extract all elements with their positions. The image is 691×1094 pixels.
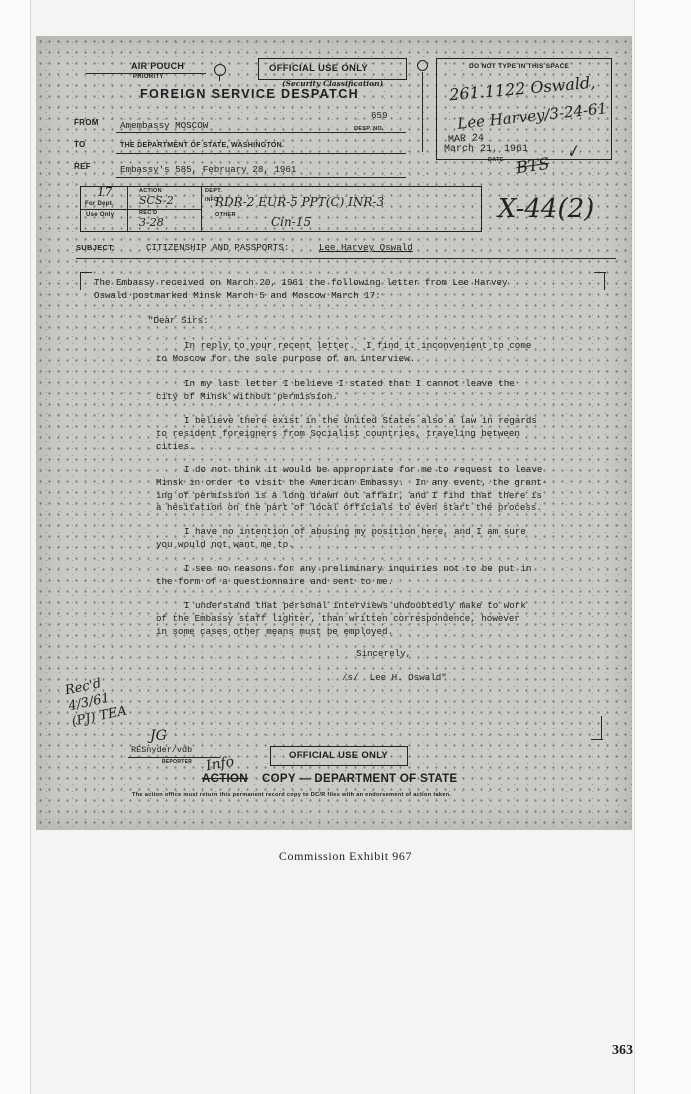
routing-box <box>80 186 482 232</box>
despatch-title: FOREIGN SERVICE DESPATCH <box>140 87 360 101</box>
priority-label: PRIORITY <box>133 74 164 80</box>
letter-paragraph-2: In my last letter I believe I stated that I cannot leave the city of Minsk without permission. <box>156 378 515 402</box>
handwritten-info: Info <box>204 753 236 775</box>
date-label: DATE <box>488 157 504 163</box>
for-dept-label: For Dept. <box>85 201 115 207</box>
letter-paragraph-3: I believe there exist in the United States also a law in regards to resident foreigners from Socialist countries, traveling between cities. <box>156 415 537 452</box>
hole-punch-right <box>417 60 428 71</box>
ref-value: Embassy's 585, February 28, 1961 <box>120 164 297 175</box>
bracket-top-left-h <box>80 272 92 273</box>
to-value: THE DEPARTMENT OF STATE, WASHINGTON. <box>120 142 285 149</box>
subject-label: SUBJECT: <box>76 243 116 252</box>
desp-no-value: 659 <box>371 110 388 121</box>
other-label: OTHER <box>215 212 236 218</box>
date-stamp: MAR 24 <box>447 133 485 146</box>
routing-num: 17 <box>97 185 113 199</box>
letter-paragraph-1: In reply to your recent letter. I find it inconvenient to come to Moscow for the sole purpose of an interview. <box>156 340 532 364</box>
action-label: ACTION <box>139 188 162 194</box>
action-copy-struck: ACTION <box>202 773 248 785</box>
official-use-box-bottom <box>270 746 408 766</box>
routing-side-letters: INFO <box>205 197 219 203</box>
security-classification: (Security Classification) <box>282 79 384 88</box>
official-use-box-top <box>258 58 407 80</box>
dept-value: RDR-2 EUR-5 PPT(C) INR-3 <box>215 195 385 209</box>
letter-intro: The Embassy received on March 20, 1961 the following letter from Lee Harvey Oswald postmarked Minsk March 5 and Moscow March 17: <box>94 277 508 301</box>
page-edge-right <box>634 0 691 1094</box>
other-value: Cin-15 <box>271 215 312 229</box>
action-value: SCS-2 <box>139 194 174 207</box>
hole-punch-stem <box>219 76 220 81</box>
from-rule <box>116 132 406 133</box>
bracket-top-left <box>80 272 81 290</box>
subject-rule <box>76 258 616 259</box>
dept-label: DEPT. <box>205 188 223 194</box>
from-label: FROM <box>74 118 99 127</box>
letter-paragraph-7: I understand that personal interviews undoubtedly make to work of the Embassy staff lighter, than written correspondence, however in some cases other means must be employed. <box>156 600 526 637</box>
ref-rule <box>116 177 406 178</box>
use-only-label: Use Only <box>86 212 115 218</box>
date-value: March 21, 1961 <box>444 144 529 155</box>
from-value: Amembassy MOSCOW <box>120 120 209 131</box>
action-notice: The action office must return this permanent record copy to DC/R files with an endorsement of action taken. <box>132 792 452 798</box>
letter-salutation: "Dear Sirs: <box>148 315 209 326</box>
handwritten-name: Lee Harvey/3-24-61 <box>456 99 608 133</box>
routing-divider-2 <box>201 187 202 231</box>
bracket-bottom-right <box>601 716 602 740</box>
vertical-margin-rule <box>422 72 423 152</box>
despatch-document <box>36 36 632 830</box>
official-use-top: OFFICIAL USE ONLY <box>269 63 369 74</box>
recd-value: 3-28 <box>139 216 164 229</box>
file-mark: X-44(2) <box>498 194 595 224</box>
to-label: TO <box>74 140 86 149</box>
recd-label: REC'D <box>139 210 158 216</box>
desp-no-label: DESP. NO. <box>354 126 384 132</box>
bracket-top-right <box>604 272 605 290</box>
letter-paragraph-5: I have no intention of abusing my position here, and I am sure you would not want me to. <box>156 526 526 550</box>
page-edge-left <box>0 0 31 1094</box>
hole-punch-circle <box>214 64 226 76</box>
subject-value: CITIZENSHIP AND PASSPORTS: <box>146 242 290 253</box>
air-pouch-label: AIR POUCH <box>131 61 185 71</box>
letter-paragraph-6: I see no reasons for any preliminary inquiries not to be put in the form of a questionnaire and sent to me. <box>156 563 532 587</box>
bracket-bottom-right-h <box>591 739 603 740</box>
handwritten-file-number: 261.1122 Oswald, <box>448 72 596 105</box>
letter-closing: Sincerely, <box>356 648 412 659</box>
handwritten-check-mark: ✓ <box>563 140 583 163</box>
reporter-label: REPORTER <box>162 759 193 765</box>
do-not-type-label: DO NOT TYPE IN THIS SPACE <box>469 63 570 70</box>
handwritten-bts-mark: BTS <box>514 153 551 178</box>
page-number: 363 <box>612 1043 633 1058</box>
handwritten-received: Rec'd 4/3/61 (PJ) TEA <box>63 676 129 730</box>
to-rule <box>116 153 406 154</box>
reporter-value: RESnyder/vdb <box>131 745 193 755</box>
letter-signature: /s/ Lee H. Oswald" <box>342 672 447 683</box>
exhibit-caption: Commission Exhibit 967 <box>278 849 413 863</box>
action-copy-heading: COPY — DEPARTMENT OF STATE <box>262 773 458 785</box>
bracket-top-right-h <box>594 272 606 273</box>
official-use-bottom: OFFICIAL USE ONLY <box>289 750 389 761</box>
handwritten-initials: JG <box>150 728 167 744</box>
letter-paragraph-4: I do not think it would be appropriate for me to request to leave Minsk in order to visit the American Embassy. In any event, the grant- ing of permission is a long drawn out affair, and I find that there is a hesitation on the part of local officials to even start the process. <box>156 464 548 514</box>
subject-name: Lee Harvey Oswald <box>319 242 413 253</box>
ref-label: REF <box>74 162 91 171</box>
